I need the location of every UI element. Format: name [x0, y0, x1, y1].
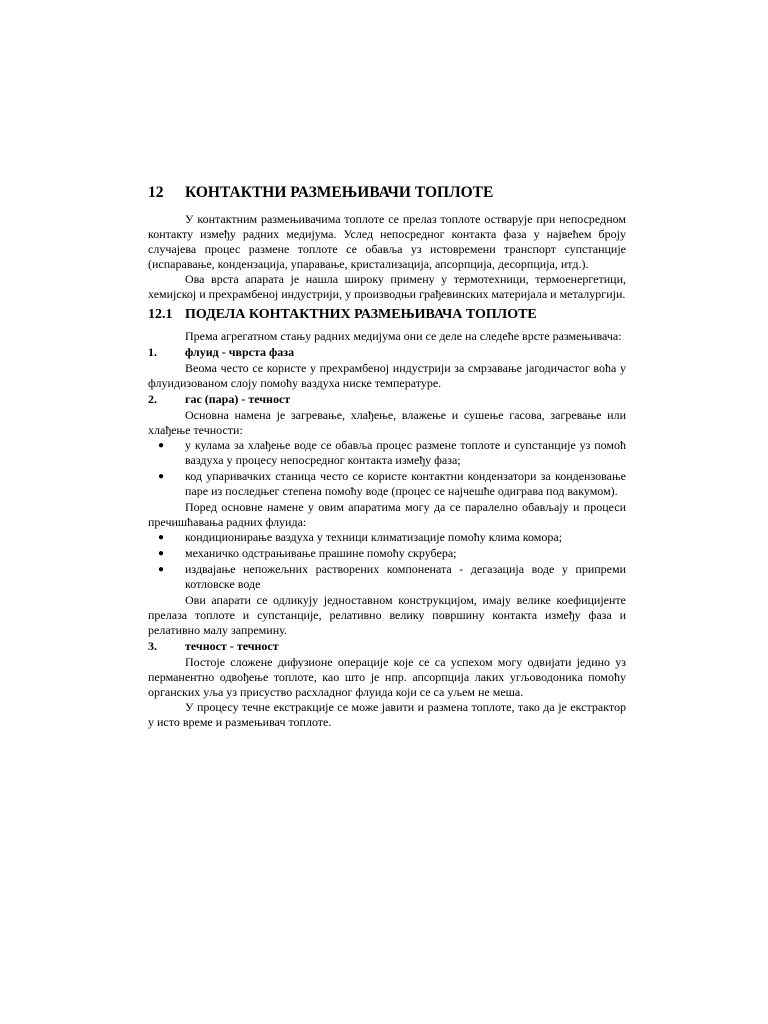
section-title: ПОДЕЛА КОНТАКТНИХ РАЗМЕЊИВАЧА ТОПЛОТЕ — [185, 307, 537, 322]
list-item-text: код упаривачких станица често се користе контактни кондензатори за кондензовање паре из последњег степена помоћу воде (процес се најчешће одиграва под вакумом). — [185, 469, 626, 498]
bullet-dot-icon: ● — [158, 548, 165, 559]
list-item-text: механичко одстрањивање прашине помоћу скрубера; — [185, 546, 457, 560]
bullet-dot-icon: ● — [158, 440, 165, 451]
chapter-number: 12 — [148, 184, 164, 201]
bullet-list-1 — [148, 438, 626, 499]
list-item — [148, 546, 626, 561]
list-item — [148, 438, 626, 468]
list-item-text: издвајање непожељних растворених компонената - дегазација воде у припреми котловске воде — [185, 562, 626, 591]
bullet-dot-icon: ● — [158, 471, 165, 482]
subsection-3-title: течност - течност — [185, 639, 279, 653]
subsection-2-title: гас (пара) - течност — [185, 392, 291, 406]
bullet-dot-icon: ● — [158, 564, 165, 575]
list-item — [148, 530, 626, 545]
subsection-1-title: флуид - чврста фаза — [185, 345, 295, 359]
list-item-text: у кулама за хлађење воде се обавља процес размене топлоте и супстанције уз помоћ ваздуха у процесу непосредног контакта између фаза; — [185, 438, 626, 467]
list-item — [148, 562, 626, 592]
subsection-3-text-1: Постоје сложене дифузионе операције које се са успехом могу одвијати једино уз перманентно одвођење топлоте, као што је нпр. апсорпција лаких угљоводоника помоћу органских уља уз присуство расхладног флуида који се са уљем не меша. — [148, 655, 626, 699]
intro-paragraph-1: У контактним размењивачима топлоте се прелаз топлоте остварује при непосредном контакту између радних медијума. Услед непосредног контакта фаза у највећем броју случајева процес размене топлоте се обавља уз истовремени транспорт супстанције (испаравање, кондензација, упаравање, кристализација, апсорпција, десорпција, итд.). — [148, 212, 626, 271]
subsection-1-heading — [148, 345, 626, 360]
chapter-heading — [148, 184, 626, 202]
intro-paragraph-2: Ова врста апарата је нашла широку примену у термотехници, термоенергетици, хемијској и прехрамбеној индустрији, у производњи грађевинских материјала и металургији. — [148, 272, 626, 301]
subsection-3-number: 3. — [148, 639, 157, 653]
section-heading — [148, 306, 626, 323]
section-number: 12.1 — [148, 307, 173, 322]
subsection-2-text-2: Поред основне намене у овим апаратима могу да се паралелно обављају и процеси пречишћавања радних флуида: — [148, 500, 626, 529]
list-item — [148, 469, 626, 499]
page-content — [148, 184, 626, 730]
bullet-dot-icon: ● — [158, 532, 165, 543]
subsection-3-heading — [148, 639, 626, 654]
subsection-1-text: Веома често се користе у прехрамбеној индустрији за смрзавање јагодичастог воћа у флуидизованом слоју помоћу ваздуха ниске температуре. — [148, 361, 626, 390]
bullet-list-2 — [148, 530, 626, 592]
subsection-2-text-1: Основна намена је загревање, хлађење, влажење и сушење гасова, загревање или хлађење течности: — [148, 408, 626, 437]
subsection-2-text-3: Ови апарати се одликују једноставном конструкцијом, имају велике коефицијенте прелаза топлоте и супстанције, релативно велику површину контакта између фаза и релативно малу запремину. — [148, 593, 626, 637]
subsection-2-number: 2. — [148, 392, 157, 406]
subsection-1-number: 1. — [148, 345, 157, 359]
chapter-title: КОНТАКТНИ РАЗМЕЊИВАЧИ ТОПЛОТЕ — [185, 184, 494, 201]
division-intro-paragraph: Према агрегатном стању радних медијума они се деле на следеће врсте размењивача: — [185, 329, 622, 343]
subsection-2-heading — [148, 392, 626, 407]
subsection-3-text-2: У процесу течне екстракције се може јавити и размена топлоте, тако да је екстрактор у исто време и размењивач топлоте. — [148, 700, 626, 729]
list-item-text: кондиционирање ваздуха у техници климатизације помоћу клима комора; — [185, 530, 563, 544]
